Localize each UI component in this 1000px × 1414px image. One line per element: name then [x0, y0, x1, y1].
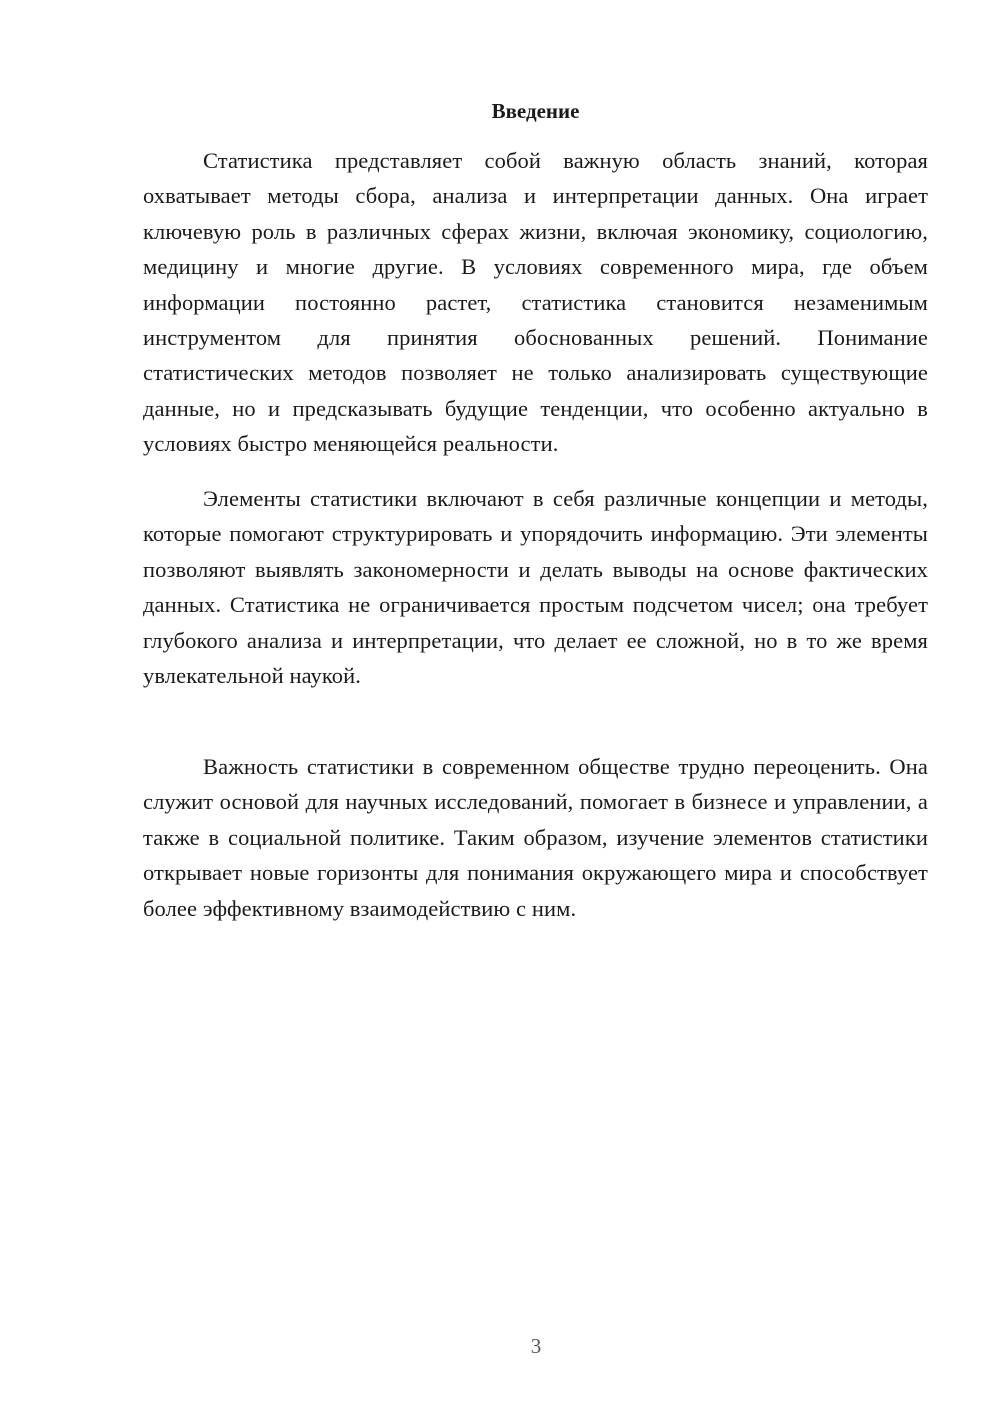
paragraph-2: Элементы статистики включают в себя различные концепции и методы, которые помогают структурировать и упорядочить информацию. Эти элементы позволяют выявлять закономерности и делать выводы на основе фактических данных. Статистика не ограничивается простым подсчетом чисел; она требует глубокого анализа и интерпретации, что делает ее сложной, но в то же время увлекательной наукой. — [143, 486, 928, 689]
section-heading: Введение — [491, 99, 580, 123]
paragraph-3: Важность статистики в современном обществе трудно переоценить. Она служит основой для научных исследований, помогает в бизнесе и управлении, а также в социальной политике. Таким образом, изучение элементов статистики открывает новые горизонты для понимания окружающего мира и способствует более эффективному взаимодействию с ним. — [143, 754, 928, 921]
paragraph-1: Статистика представляет собой важную область знаний, которая охватывает методы сбора, анализа и интерпретации данных. Она играет ключевую роль в различных сферах жизни, включая экономику, социологию, медицину и многие другие. В условиях современного мира, где объем информации постоянно растет, статистика становится незаменимым инструментом для принятия обоснованных решений. Понимание статистических методов позволяет не только анализировать существующие данные, но и предсказывать будущие тенденции, что особенно актуально в условиях быстро меняющейся реальности. — [143, 148, 928, 457]
page-number: 3 — [530, 1334, 542, 1358]
